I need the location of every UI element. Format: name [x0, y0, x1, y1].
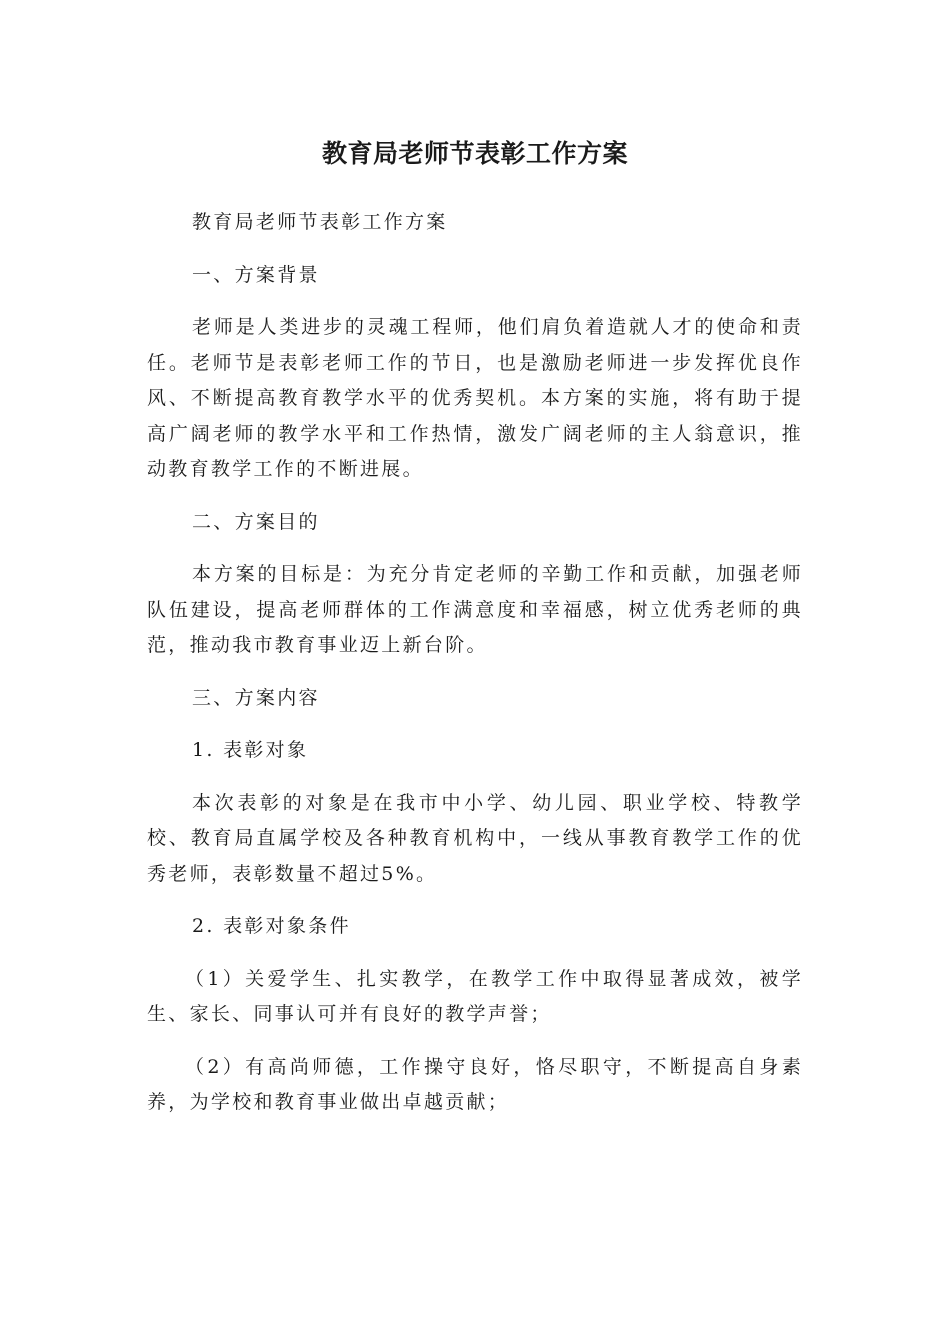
section-heading-content: 三、方案内容 — [192, 686, 320, 709]
section-heading-background: 一、方案背景 — [192, 263, 320, 286]
subheading-award-target: 1. 表彰对象 — [192, 739, 309, 761]
paragraph-purpose: 本方案的目标是：为充分肯定老师的辛勤工作和贡献，加强老师队伍建设，提高老师群体的工作满意度和幸福感，树立优秀老师的典范，推动我市教育事业迈上新台阶。 — [147, 563, 803, 656]
paragraph-heading-repeat: 教育局老师节表彰工作方案 — [192, 211, 448, 233]
section-heading-purpose: 二、方案目的 — [192, 510, 320, 533]
paragraph-condition-2: （2）有高尚师德，工作操守良好，恪尽职守，不断提高自身素养，为学校和教育事业做出卓越贡献； — [147, 1055, 803, 1113]
paragraph-background: 老师是人类进步的灵魂工程师，他们肩负着造就人才的使命和责任。老师节是表彰老师工作的节日，也是激励老师进一步发挥优良作风、不断提高教育教学水平的优秀契机。本方案的实施，将有助于提高广阔老师的教学水平和工作热情，激发广阔老师的主人翁意识，推动教育教学工作的不断进展。 — [147, 316, 803, 480]
paragraph-condition-1: （1）关爱学生、扎实教学，在教学工作中取得显著成效，被学生、家长、同事认可并有良好的教学声誉； — [147, 967, 803, 1025]
document-title: 教育局老师节表彰工作方案 — [321, 139, 628, 168]
subheading-award-conditions: 2. 表彰对象条件 — [192, 915, 351, 937]
document-body — [147, 205, 803, 1121]
paragraph-award-target: 本次表彰的对象是在我市中小学、幼儿园、职业学校、特教学校、教育局直属学校及各种教育机构中，一线从事教育教学工作的优秀老师，表彰数量不超过5%。 — [147, 791, 803, 885]
